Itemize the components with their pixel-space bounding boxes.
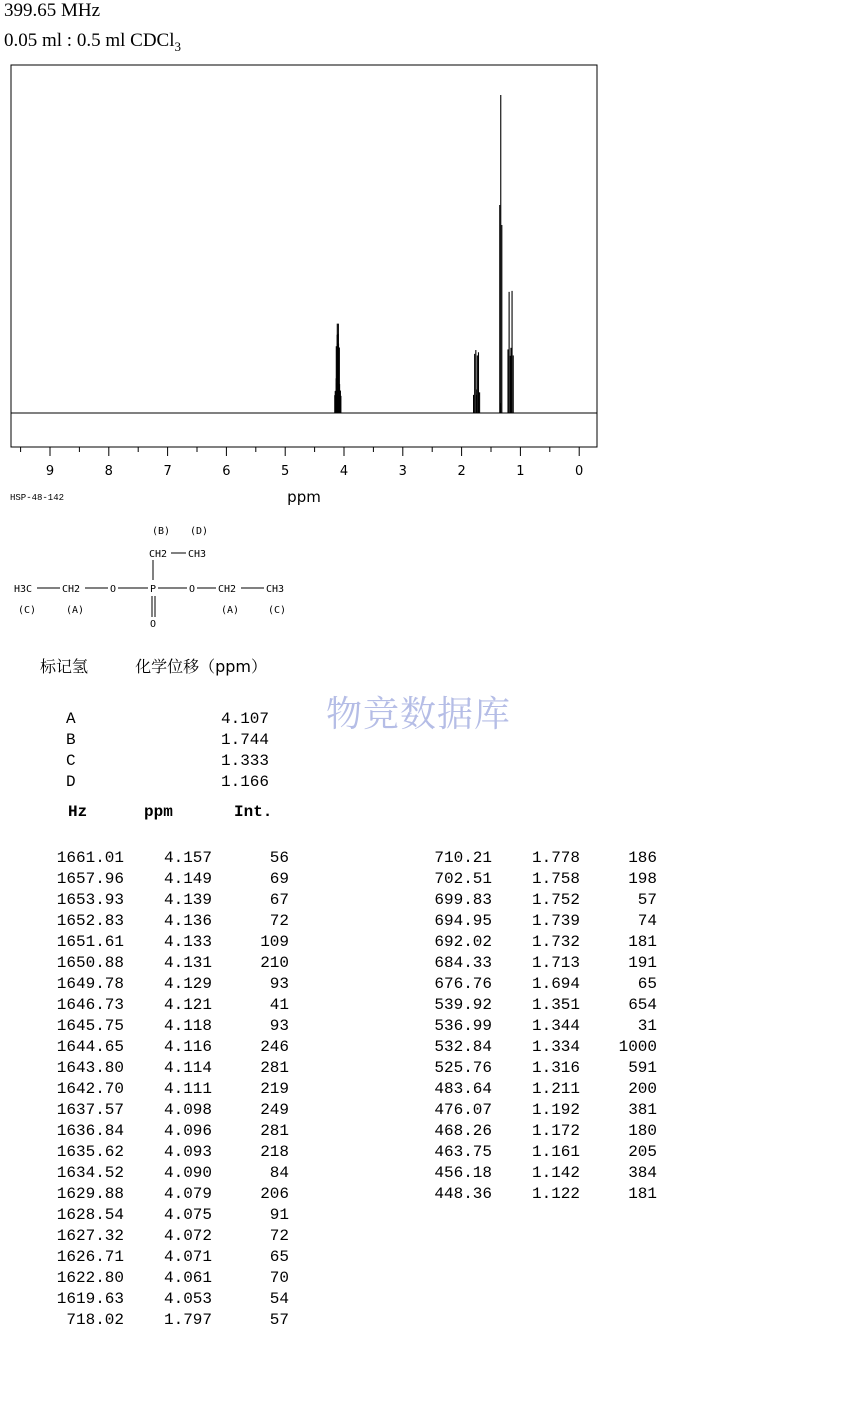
peak-ppm: 4.139 [163,891,212,909]
peak-ppm: 1.316 [531,1059,580,1077]
x-tick-label: 3 [398,464,407,479]
x-tick-label: 8 [104,464,113,479]
atom-o-right: O [189,584,196,595]
peak-ppm: 4.071 [163,1248,212,1266]
peak-int: 384 [628,1164,657,1182]
assignment-row [66,709,269,730]
peak-hz: 1645.75 [56,1017,124,1035]
peak-hz: 694.95 [434,912,492,930]
peak-ppm: 1.192 [531,1101,580,1119]
solvent-info [4,30,181,55]
header-int: Int. [234,803,273,821]
peak-ppm: 4.098 [163,1101,212,1119]
peak-hz: 536.99 [434,1017,492,1035]
peak-int: 54 [269,1290,289,1308]
peak-ppm: 1.752 [531,891,580,909]
peak-ppm: 4.136 [163,912,212,930]
atom-ch3-right: CH3 [266,584,285,595]
peak-int: 186 [628,849,657,867]
peak-int: 191 [628,954,657,972]
peak-int: 67 [269,891,289,909]
peak-int: 41 [269,996,289,1014]
peak-int: 57 [269,1311,289,1329]
peak-ppm: 1.122 [531,1185,580,1203]
atom-ch2-left: CH2 [62,584,81,595]
peak-hz: 1636.84 [56,1122,124,1140]
peak-hz: 718.02 [66,1311,124,1329]
atom-ch2-top: CH2 [149,549,168,560]
peak-hz: 539.92 [434,996,492,1014]
peak-ppm: 4.121 [163,996,212,1014]
x-tick-label: 9 [45,464,55,479]
peak-hz: 1634.52 [56,1164,124,1182]
atom-p: P [150,584,157,595]
peak-hz: 702.51 [434,870,492,888]
x-axis-label: ppm [287,488,321,506]
label-d: (D) [190,526,209,537]
peak-int: 198 [628,870,657,888]
peak-int: 31 [637,1017,657,1035]
peak-ppm: 1.778 [531,849,580,867]
peak-int: 57 [637,891,657,909]
peak-ppm: 1.344 [531,1017,580,1035]
label-c-left: (C) [18,605,37,616]
peak-int: 205 [628,1143,657,1161]
peak-hz: 1650.88 [56,954,124,972]
peak-hz: 1627.32 [56,1227,124,1245]
peak-hz: 676.76 [434,975,492,993]
peak-ppm: 4.061 [163,1269,212,1287]
peak-hz: 1649.78 [56,975,124,993]
peak-ppm: 1.739 [531,912,580,930]
peak-hz: 1657.96 [56,870,124,888]
peak-int: 219 [260,1080,289,1098]
sample-id: HSP-48-142 [10,493,65,503]
x-tick-label: 6 [222,464,231,479]
assignment-label: A [66,710,76,728]
peak-ppm: 1.142 [531,1164,580,1182]
peak-hz: 525.76 [434,1059,492,1077]
peak-ppm: 4.129 [163,975,212,993]
peak-ppm: 4.096 [163,1122,212,1140]
peak-ppm: 4.131 [163,954,212,972]
peak-int: 74 [637,912,657,930]
peak-hz: 1628.54 [56,1206,124,1224]
solvent-text: 0.05 ml : 0.5 ml CDCl [4,30,175,51]
peak-ppm: 4.157 [163,849,212,867]
header-ppm: ppm [144,803,173,821]
peak-int: 109 [260,933,289,951]
peak-hz: 1661.01 [56,849,124,867]
peak-int: 93 [269,1017,289,1035]
peak-int: 69 [269,870,289,888]
peak-hz: 1652.83 [56,912,124,930]
peak-hz: 448.36 [434,1185,492,1203]
label-c-right: (C) [268,605,287,616]
peak-int: 210 [260,954,289,972]
watermark: 物竞数据库 [326,694,512,735]
peak-ppm: 4.149 [163,870,212,888]
peak-int: 70 [269,1269,289,1287]
peak-hz: 476.07 [434,1101,492,1119]
molecular-structure [10,520,310,630]
peak-int: 93 [269,975,289,993]
peak-ppm: 1.732 [531,933,580,951]
peak-int: 218 [260,1143,289,1161]
solvent-subscript: 3 [174,38,181,54]
header-hz: Hz [68,803,88,821]
peak-ppm: 4.114 [163,1059,212,1077]
peak-ppm: 4.090 [163,1164,212,1182]
peak-ppm: 1.334 [531,1038,580,1056]
peaks-group [335,95,513,413]
x-tick-label: 0 [575,464,584,479]
peak-ppm: 1.713 [531,954,580,972]
peak-hz: 463.75 [434,1143,492,1161]
peak-int: 591 [628,1059,657,1077]
peak-ppm: 1.161 [531,1143,580,1161]
peak-hz: 468.26 [434,1122,492,1140]
peak-ppm: 4.093 [163,1143,212,1161]
peak-int: 246 [260,1038,289,1056]
peak-int: 65 [637,975,657,993]
peak-int: 84 [269,1164,289,1182]
peak-int: 72 [269,912,289,930]
peak-hz: 456.18 [434,1164,492,1182]
peak-ppm: 4.053 [163,1290,212,1308]
peak-ppm: 1.758 [531,870,580,888]
assignment-label: C [66,752,76,770]
peak-int: 654 [628,996,657,1014]
assignment-shift: 1.333 [221,752,270,770]
x-tick-label: 7 [163,464,172,479]
peak-int: 91 [269,1206,289,1224]
assignment-header [40,654,267,677]
peak-ppm: 4.111 [163,1080,212,1098]
nmr-spectrum-chart [0,60,620,510]
assignment-row [66,751,269,772]
peak-int: 1000 [618,1038,657,1056]
x-tick-label: 5 [281,464,290,479]
peak-hz: 1637.57 [56,1101,124,1119]
peak-hz: 710.21 [434,849,492,867]
assignment-row [66,730,269,751]
atom-o-oxo: O [150,619,157,630]
peak-hz: 692.02 [434,933,492,951]
peak-int: 56 [269,849,289,867]
spectrometer-frequency: 399.65 MHz [4,0,101,21]
peak-int: 249 [260,1101,289,1119]
assignment-row [66,772,269,793]
peak-hz: 1619.63 [56,1290,124,1308]
peak-hz: 1643.80 [56,1059,124,1077]
peak-hz: 1642.70 [56,1080,124,1098]
peak-hz: 1626.71 [56,1248,124,1266]
atom-o-left: O [110,584,117,595]
peak-int: 381 [628,1101,657,1119]
peak-hz: 1622.80 [56,1269,124,1287]
peak-int: 181 [628,933,657,951]
peak-hz: 684.33 [434,954,492,972]
peak-ppm: 4.075 [163,1206,212,1224]
peak-hz: 699.83 [434,891,492,909]
peak-ppm: 4.133 [163,933,212,951]
peak-int: 281 [260,1122,289,1140]
label-a-left: (A) [66,605,85,616]
x-tick-label: 4 [339,464,349,479]
peak-hz: 1646.73 [56,996,124,1014]
peak-ppm: 4.116 [163,1038,212,1056]
x-tick-label: 1 [516,464,525,479]
atom-h3c: H3C [14,584,33,595]
peak-int: 200 [628,1080,657,1098]
assignment-shift: 4.107 [221,710,270,728]
assignment-shift: 1.166 [221,773,270,791]
peak-ppm: 1.172 [531,1122,580,1140]
label-b: (B) [152,526,171,537]
peak-ppm: 1.211 [531,1080,580,1098]
assignment-label: B [66,731,76,749]
peak-hz: 1629.88 [56,1185,124,1203]
peak-hz: 1651.61 [56,933,124,951]
peak-hz: 483.64 [434,1080,492,1098]
peak-int: 180 [628,1122,657,1140]
peak-ppm: 1.351 [531,996,580,1014]
peak-ppm: 4.079 [163,1185,212,1203]
assignment-table [66,709,269,793]
peak-ppm: 1.694 [531,975,580,993]
peak-ppm: 4.072 [163,1227,212,1245]
peak-int: 206 [260,1185,289,1203]
peak-hz: 1644.65 [56,1038,124,1056]
peak-hz: 1653.93 [56,891,124,909]
header-shift: 化学位移（ppm） [135,657,267,676]
peak-int: 65 [269,1248,289,1266]
atom-ch2-right: CH2 [218,584,237,595]
peak-hz: 532.84 [434,1038,492,1056]
label-a-right: (A) [221,605,240,616]
peak-ppm: 4.118 [163,1017,212,1035]
x-tick-label: 2 [457,464,466,479]
peak-hz: 1635.62 [56,1143,124,1161]
peak-int: 72 [269,1227,289,1245]
assignment-shift: 1.744 [221,731,270,749]
x-axis [21,447,584,479]
header-label: 标记氢 [40,657,89,676]
assignment-label: D [66,773,76,791]
peak-ppm: 1.797 [163,1311,212,1329]
peak-int: 281 [260,1059,289,1077]
peak-int: 181 [628,1185,657,1203]
atom-ch3-top: CH3 [188,549,207,560]
